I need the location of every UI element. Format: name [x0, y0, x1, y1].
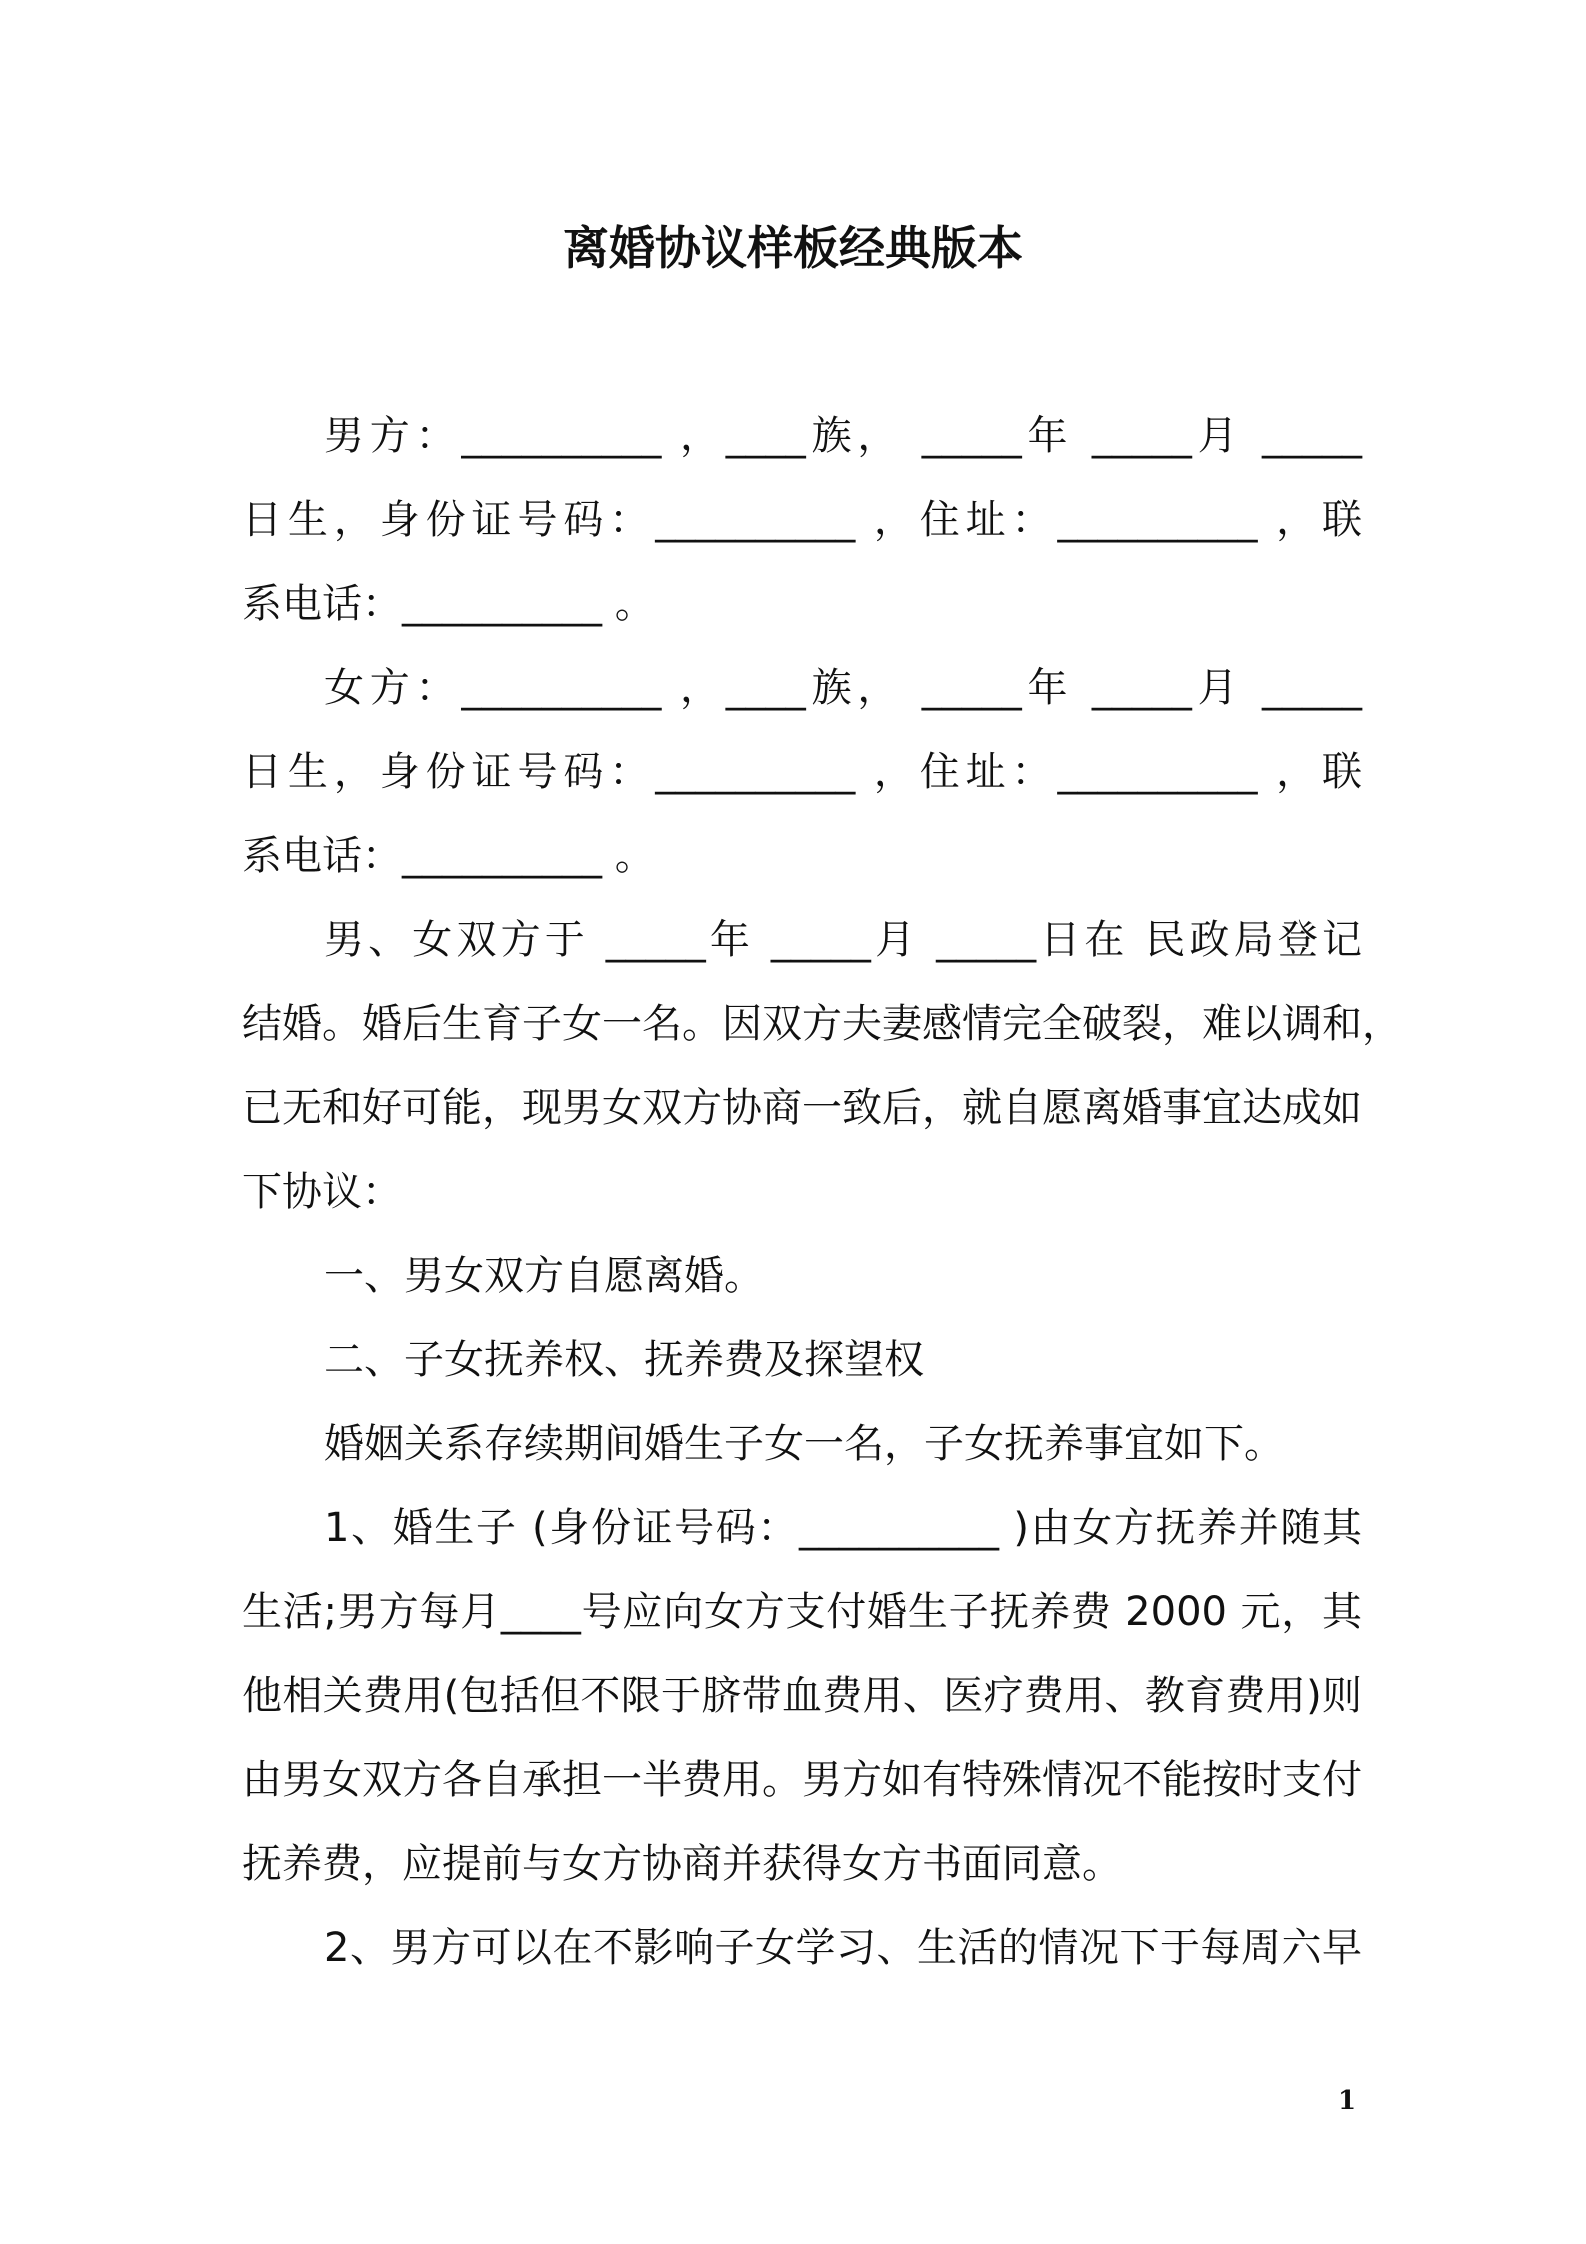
section-heading: 一、男女双方自愿离婚。	[324, 1253, 764, 1299]
paragraph-line: 男、女双方于 _____年 _____月 _____日在 民政局登记	[324, 917, 1362, 963]
paragraph-line: 婚姻关系存续期间婚生子女一名，子女抚养事宜如下。	[324, 1421, 1284, 1467]
section-heading: 二、子女抚养权、抚养费及探望权	[324, 1337, 924, 1383]
paragraph-line: 抚养费，应提前与女方协商并获得女方书面同意。	[242, 1841, 1122, 1887]
paragraph-line: 日生，身份证号码：__________ ，住址：__________ ，联	[242, 497, 1362, 543]
paragraph-line: 由男女双方各自承担一半费用。男方如有特殊情况不能按时支付	[242, 1757, 1362, 1803]
paragraph-line: 生活;男方每月____号应向女方支付婚生子抚养费 2000 元，其	[242, 1589, 1362, 1635]
paragraph-line: 女方：__________ ，____族， _____年 _____月 _____	[324, 665, 1362, 711]
paragraph-line: 2、男方可以在不影响子女学习、生活的情况下于每周六早	[324, 1925, 1362, 1971]
paragraph-line: 结婚。婚后生育子女一名。因双方夫妻感情完全破裂，难以调和，	[242, 1001, 1402, 1047]
paragraph-line: 已无和好可能，现男女双方协商一致后，就自愿离婚事宜达成如	[242, 1085, 1362, 1131]
paragraph-line: 男方：__________ ，____族， _____年 _____月 _____	[324, 413, 1362, 459]
page-number: 1	[1338, 2086, 1357, 2116]
paragraph-line: 他相关费用(包括但不限于脐带血费用、医疗费用、教育费用)则	[242, 1673, 1362, 1719]
paragraph-line: 系电话：__________ 。	[242, 581, 655, 627]
paragraph-line: 系电话：__________ 。	[242, 833, 655, 879]
paragraph-line: 日生，身份证号码：__________ ，住址：__________ ，联	[242, 749, 1362, 795]
paragraph-line: 1、婚生子 (身份证号码：__________ )由女方抚养并随其	[324, 1505, 1362, 1551]
document-title: 离婚协议样板经典版本	[563, 221, 1023, 275]
paragraph-line: 下协议：	[242, 1169, 402, 1215]
